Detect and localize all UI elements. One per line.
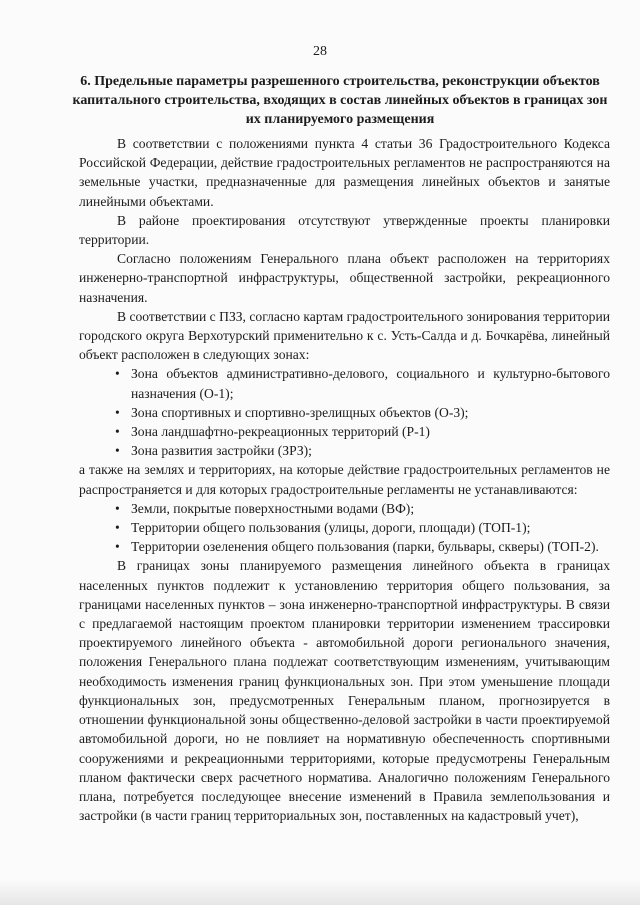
paragraph-zone-boundaries: В границах зоны планируемого размещения линейного объекта в границах населенных пунктов подлежит к установлению территория общего пользования, за границами населенных пунктов – зона инженерно-транспортной инфраструктуры. В связи с предлагаемой настоящим проектом планировки территории изменением трассировки проектируемого линейного объекта - автомобильной дороги регионального значения, положения Генерального плана подлежат соответствующим изменениям, учитывающим необходимость изменения границ функциональных зон. При этом уменьшение площади функциональных зон, предусмотренных Генеральным планом, прогнозируется в отношении функциональной зоны общественно-деловой застройки в части проектируемой автомобильной дороги, но не повлияет на нормативную обеспеченность спортивными сооружениями и рекреационными территориями, которые предусмотрены Генеральным планом фактически сверх расчетного норматива. Аналогично положениям Генерального плана, потребуется последующее внесение изменений в Правила землепользования и застройки (в части границ территориальных зон, поставленных на кадастровый учет), [79,558,610,824]
paragraph-planning-projects: В районе проектирования отсутствуют утвержденные проекты планировки территории. [79,212,610,248]
list-item: • Территории общего пользования (улицы, дороги, площади) (ТОП-1); [115,518,610,537]
document-body [79,134,610,825]
page-edge-shadow [0,879,640,905]
list-item: • Зона развития застройки (ЗРЗ); [115,441,610,460]
paragraph-pzz-zones: В соответствии с ПЗЗ, согласно картам градостроительного зонирования территории городского округа Верхотурский применительно к с. Усть-Салда и д. Бочкарёва, линейный объект расположен в следующих зонах: [79,308,610,363]
list-item: • Земли, покрытые поверхностными водами (ВФ); [115,499,610,518]
page-number: 28 [313,44,327,59]
list-item: • Зона ландшафтно-рекреационных территорий (Р-1) [115,422,610,441]
list-item: • Зона объектов административно-делового, социального и культурно-бытового назначения (О-1); [115,364,610,402]
paragraph-lands-intro: а также на землях и территориях, на которые действие градостроительных регламентов не распространяется и для которых градостроительные регламенты не устанавливаются: [79,462,610,497]
list-item: • Зона спортивных и спортивно-зрелищных объектов (О-3); [115,403,610,422]
list-item: • Территории озеленения общего пользования (парки, бульвары, скверы) (ТОП-2). [115,537,610,556]
zones-list [79,364,610,460]
lands-list [79,499,610,557]
paragraph-urban-code: В соответствии с положениями пункта 4 статьи 36 Градостроительного Кодекса Российской Федерации, действие градостроительных регламентов не распространяются на земельные участки, предназначенные для размещения линейных объектов и занятые линейными объектами. [79,136,610,209]
section-heading: 6. Предельные параметры разрешенного строительства, реконструкции объектов капитального строительства, входящих в состав линейных объектов в границах зон их планируемого размещения [72,74,608,127]
paragraph-general-plan: Согласно положениям Генерального плана объект расположен на территориях инженерно-транспортной инфраструктуры, общественной застройки, рекреационного назначения. [79,251,610,305]
